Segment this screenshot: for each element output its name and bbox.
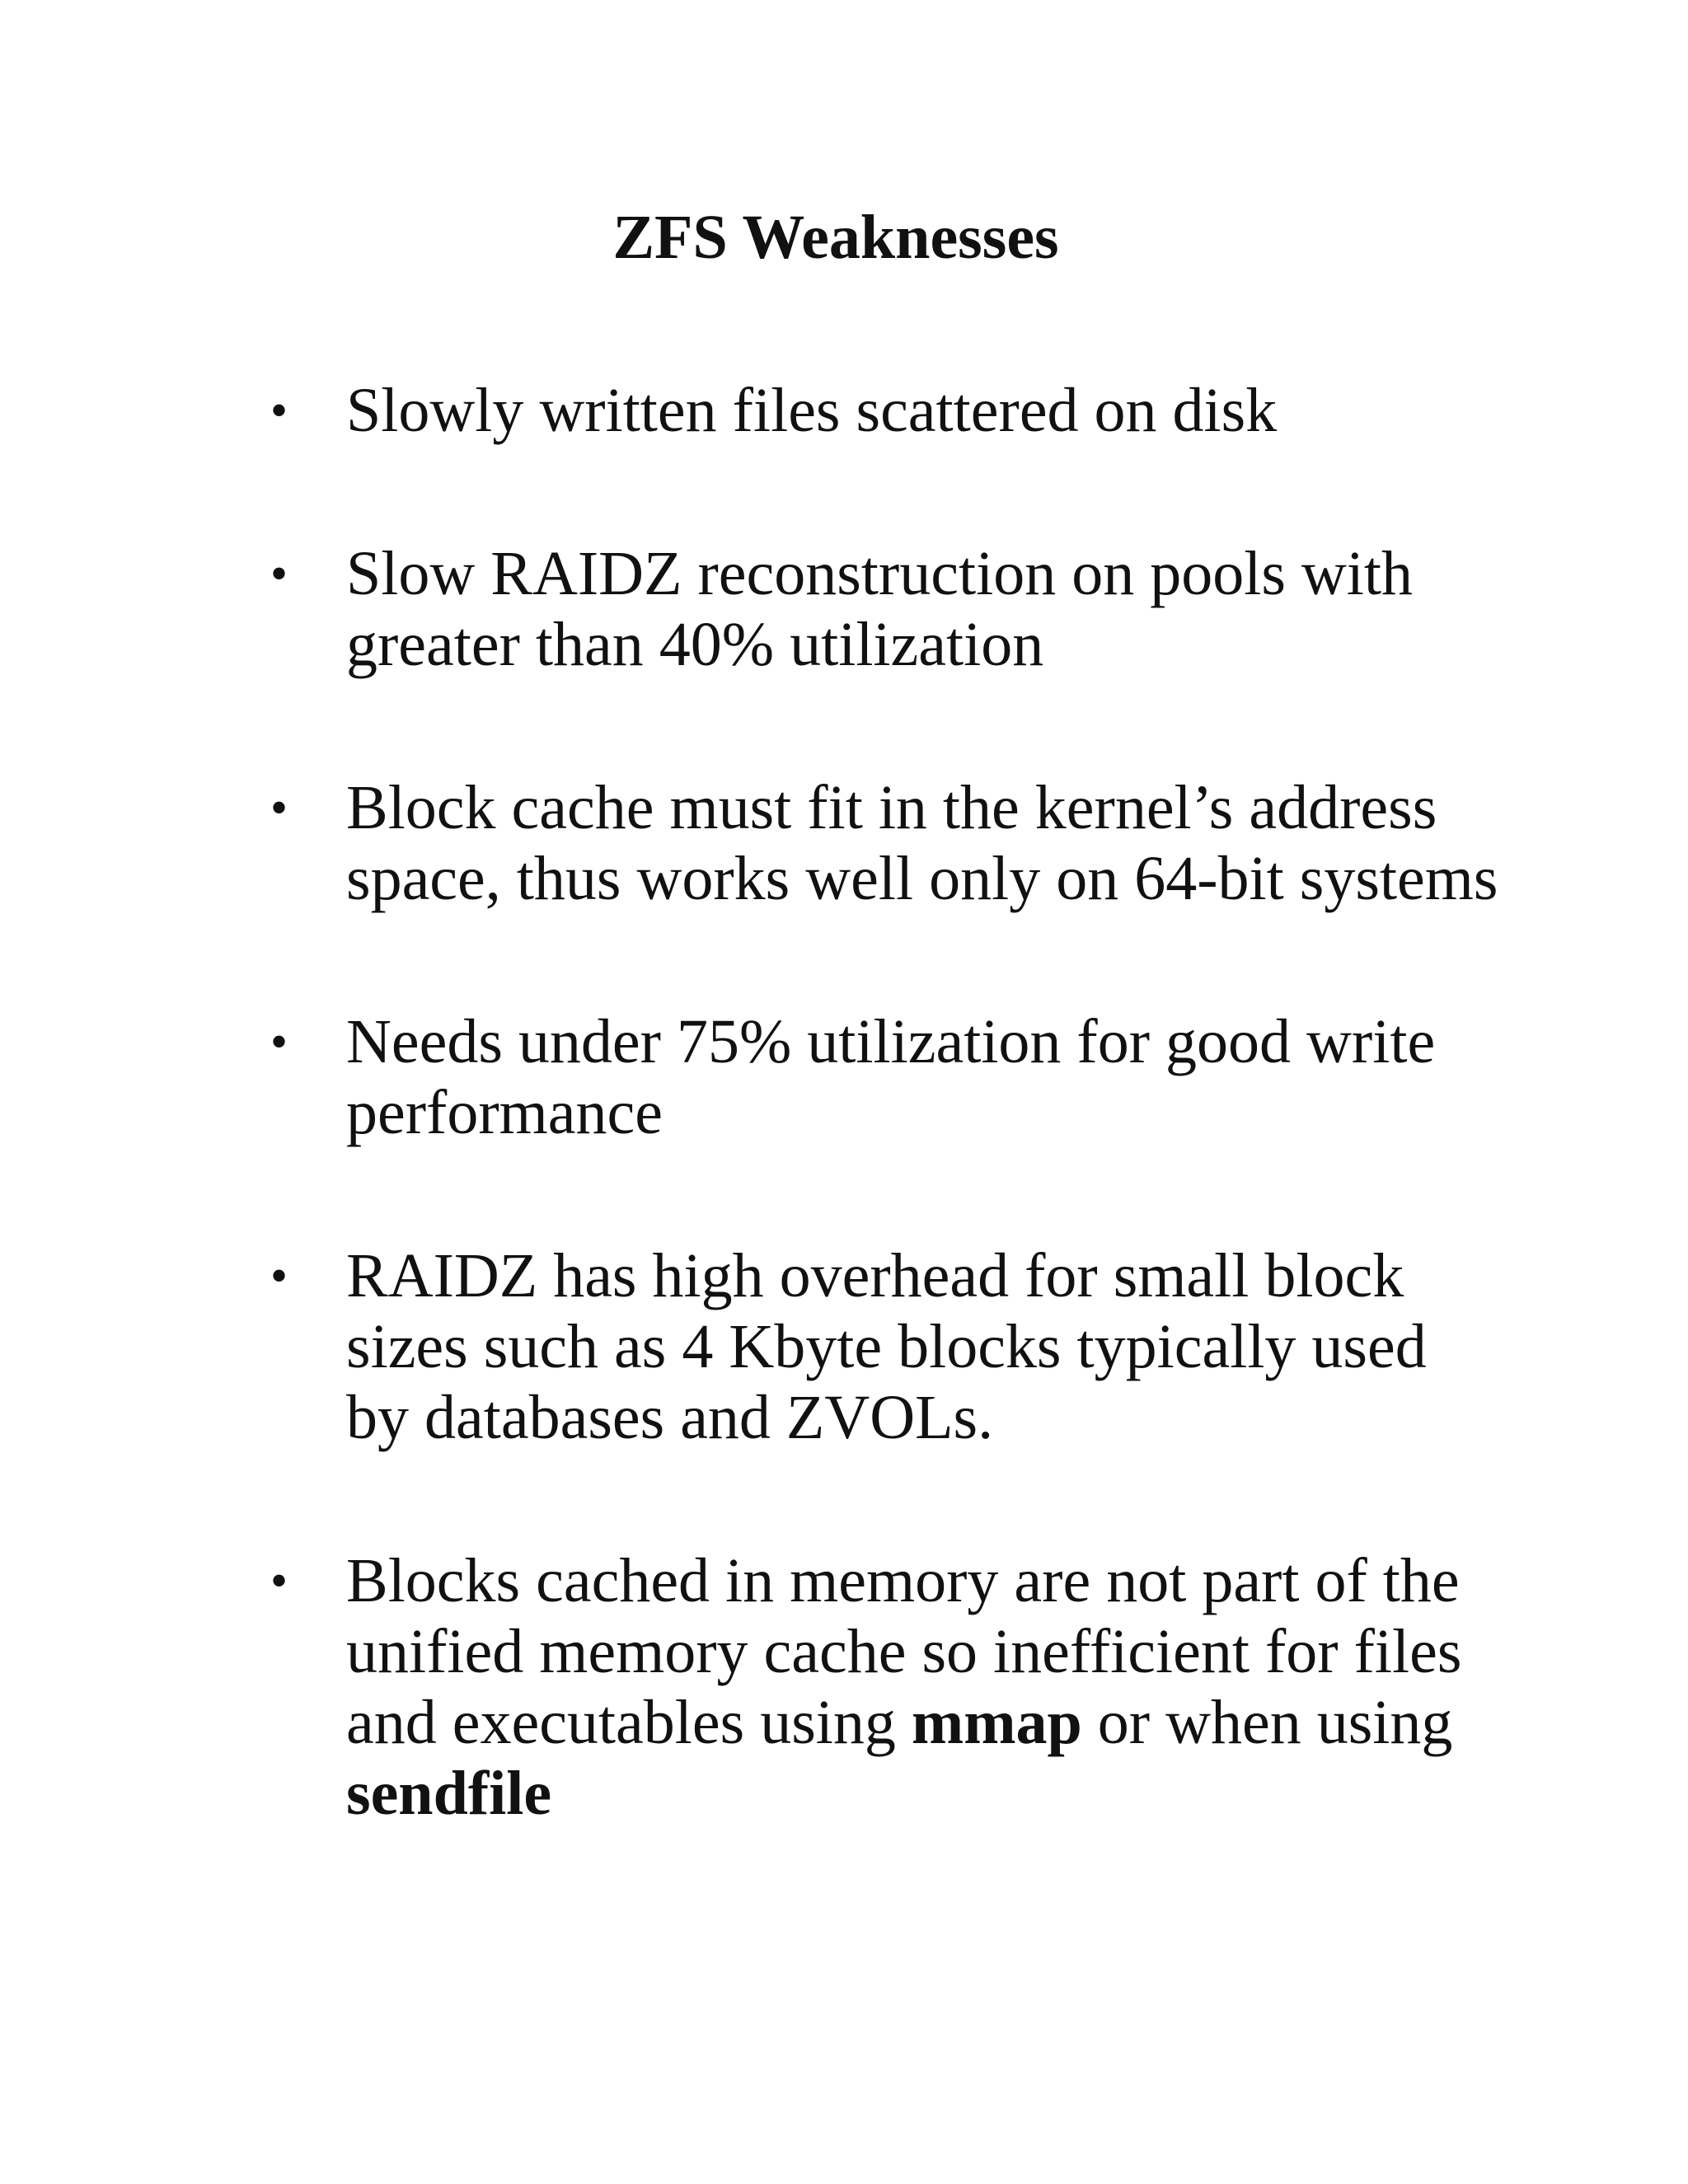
list-item xyxy=(264,1240,1500,1453)
page-title: ZFS Weaknesses xyxy=(612,203,1059,272)
list-item-text: Needs under 75% utilization for good write performance xyxy=(346,1007,1436,1147)
bullet-icon: • xyxy=(270,780,288,835)
list-item-text: RAIDZ has high overhead for small block sizes such as 4 Kbyte blocks typically used by databases and ZVOLs. xyxy=(346,1241,1427,1452)
list-item-text: Slowly written files scattered on disk xyxy=(346,376,1278,445)
list-item-text xyxy=(346,1546,1461,1828)
text-segment: Blocks cached in memory are not part of the unified memory cache so inefficient for files and executables using xyxy=(346,1546,1462,1757)
list-item-text: Block cache must fit in the kernel’s address space, thus works well only on 64-bit systems xyxy=(346,773,1498,913)
list-item xyxy=(264,538,1500,680)
list-item xyxy=(264,375,1500,446)
bullet-icon: • xyxy=(270,383,288,438)
command-sendfile: sendfile xyxy=(346,1759,552,1828)
command-mmap: mmap xyxy=(911,1688,1082,1757)
bullet-icon: • xyxy=(270,546,288,601)
list-item-text: Slow RAIDZ reconstruction on pools with greater than 40% utilization xyxy=(346,539,1414,679)
list-item xyxy=(264,1006,1500,1148)
text-segment: or when using xyxy=(1097,1688,1453,1757)
list-item xyxy=(264,772,1500,914)
list-item xyxy=(264,1545,1500,1829)
bullet-icon: • xyxy=(270,1015,288,1069)
bullet-icon: • xyxy=(270,1249,288,1303)
bullet-icon: • xyxy=(270,1554,288,1608)
bullet-list xyxy=(264,375,1500,1921)
